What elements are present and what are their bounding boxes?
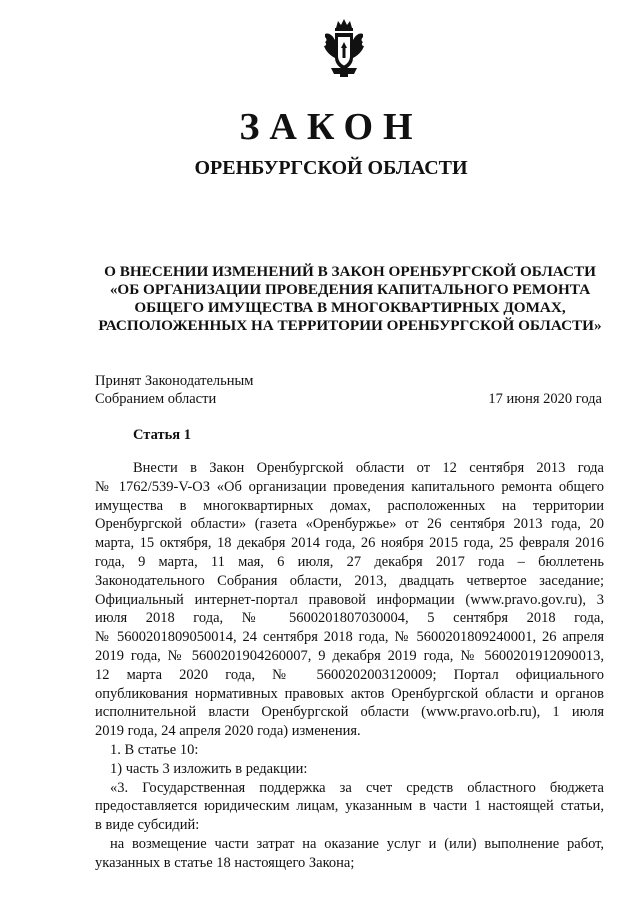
body-line: Внести в Закон Оренбургской области от 12 сентября 2013 года [133,460,604,476]
article-heading: Статья 1 [133,427,191,443]
body-line: исполнительной власти Оренбургской области (www.pravo.orb.ru), 1 июля [95,704,604,721]
body-line: июля 2018 года, № 5600201807030004, 5 сентября 2018 года, [95,610,604,627]
adoption-note [95,372,253,408]
body-line: марта, 15 октября, 18 декабря 2014 года, 26 ноября 2015 года, 25 февраля 2016 [95,535,604,552]
body-line: Оренбургской области» (газета «Оренбуржье» от 26 сентября 2013 года, 20 [95,516,604,533]
body-line: «3. Государственная поддержка за счет средств областного бюджета [110,779,604,796]
body-line: 12 марта 2020 года, № 5600202003120009; Портал официального [95,666,604,683]
document-region: ОРЕНБУРГСКОЙ ОБЛАСТИ [194,157,468,179]
body-line: 1) часть 3 изложить в редакции: [110,760,308,777]
law-title-line: РАСПОЛОЖЕННЫХ НА ТЕРРИТОРИИ ОРЕНБУРГСКОЙ ОБЛАСТИ» [98,317,602,334]
body-line: 1. В статье 10: [110,741,199,758]
coat-of-arms-icon [323,18,365,78]
body-line: Законодательного Собрания области, 2013, двадцать четвертое заседание; [95,572,604,589]
adoption-line: Принят Законодательным [95,373,254,389]
body-line: опубликования нормативных правовых актов Оренбургской области и органов [95,685,604,702]
law-title-line: О ВНЕСЕНИИ ИЗМЕНЕНИЙ В ЗАКОН ОРЕНБУРГСКОЙ ОБЛАСТИ [104,263,596,280]
body-line: 2019 года, № 5600201904260007, 9 декабря 2019 года, № 5600201912090013, [95,647,604,664]
body-line: на возмещение части затрат на оказание услуг и (или) выполнение работ, [110,835,604,852]
adoption-line: Собранием области [95,391,217,407]
law-title [60,263,640,335]
body-line: года, 9 марта, 11 мая, 6 июля, 27 декабря 2017 года – бюллетень [95,553,604,570]
body-line: указанных в статье 18 настоящего Закона; [95,854,355,871]
adoption-date: 17 июня 2020 года [488,391,602,407]
document-type: ЗАКОН [239,106,423,148]
body-line: имущества в многоквартирных домах, расположенных на территории [95,497,604,514]
law-title-line: «ОБ ОРГАНИЗАЦИИ ПРОВЕДЕНИЯ КАПИТАЛЬНОГО РЕМОНТА [109,281,591,298]
body-line: Официальный интернет-портал правовой информации (www.pravo.gov.ru), 3 [95,591,604,608]
body-line: № 1762/539-V-ОЗ «Об организации проведения капитального ремонта общего [95,478,604,495]
article-body [95,459,604,873]
body-line: в виде субсидий: [95,817,200,834]
body-line: № 5600201809050014, 24 сентября 2018 года, № 5600201809240001, 26 апреля [95,629,604,646]
body-line: предоставляется юридическим лицам, указанным в части 1 настоящей статьи, [95,798,604,815]
law-title-line: ОБЩЕГО ИМУЩЕСТВА В МНОГОКВАРТИРНЫХ ДОМАХ, [134,299,566,316]
body-line: 2019 года, 24 апреля 2020 года) изменения. [95,723,361,740]
